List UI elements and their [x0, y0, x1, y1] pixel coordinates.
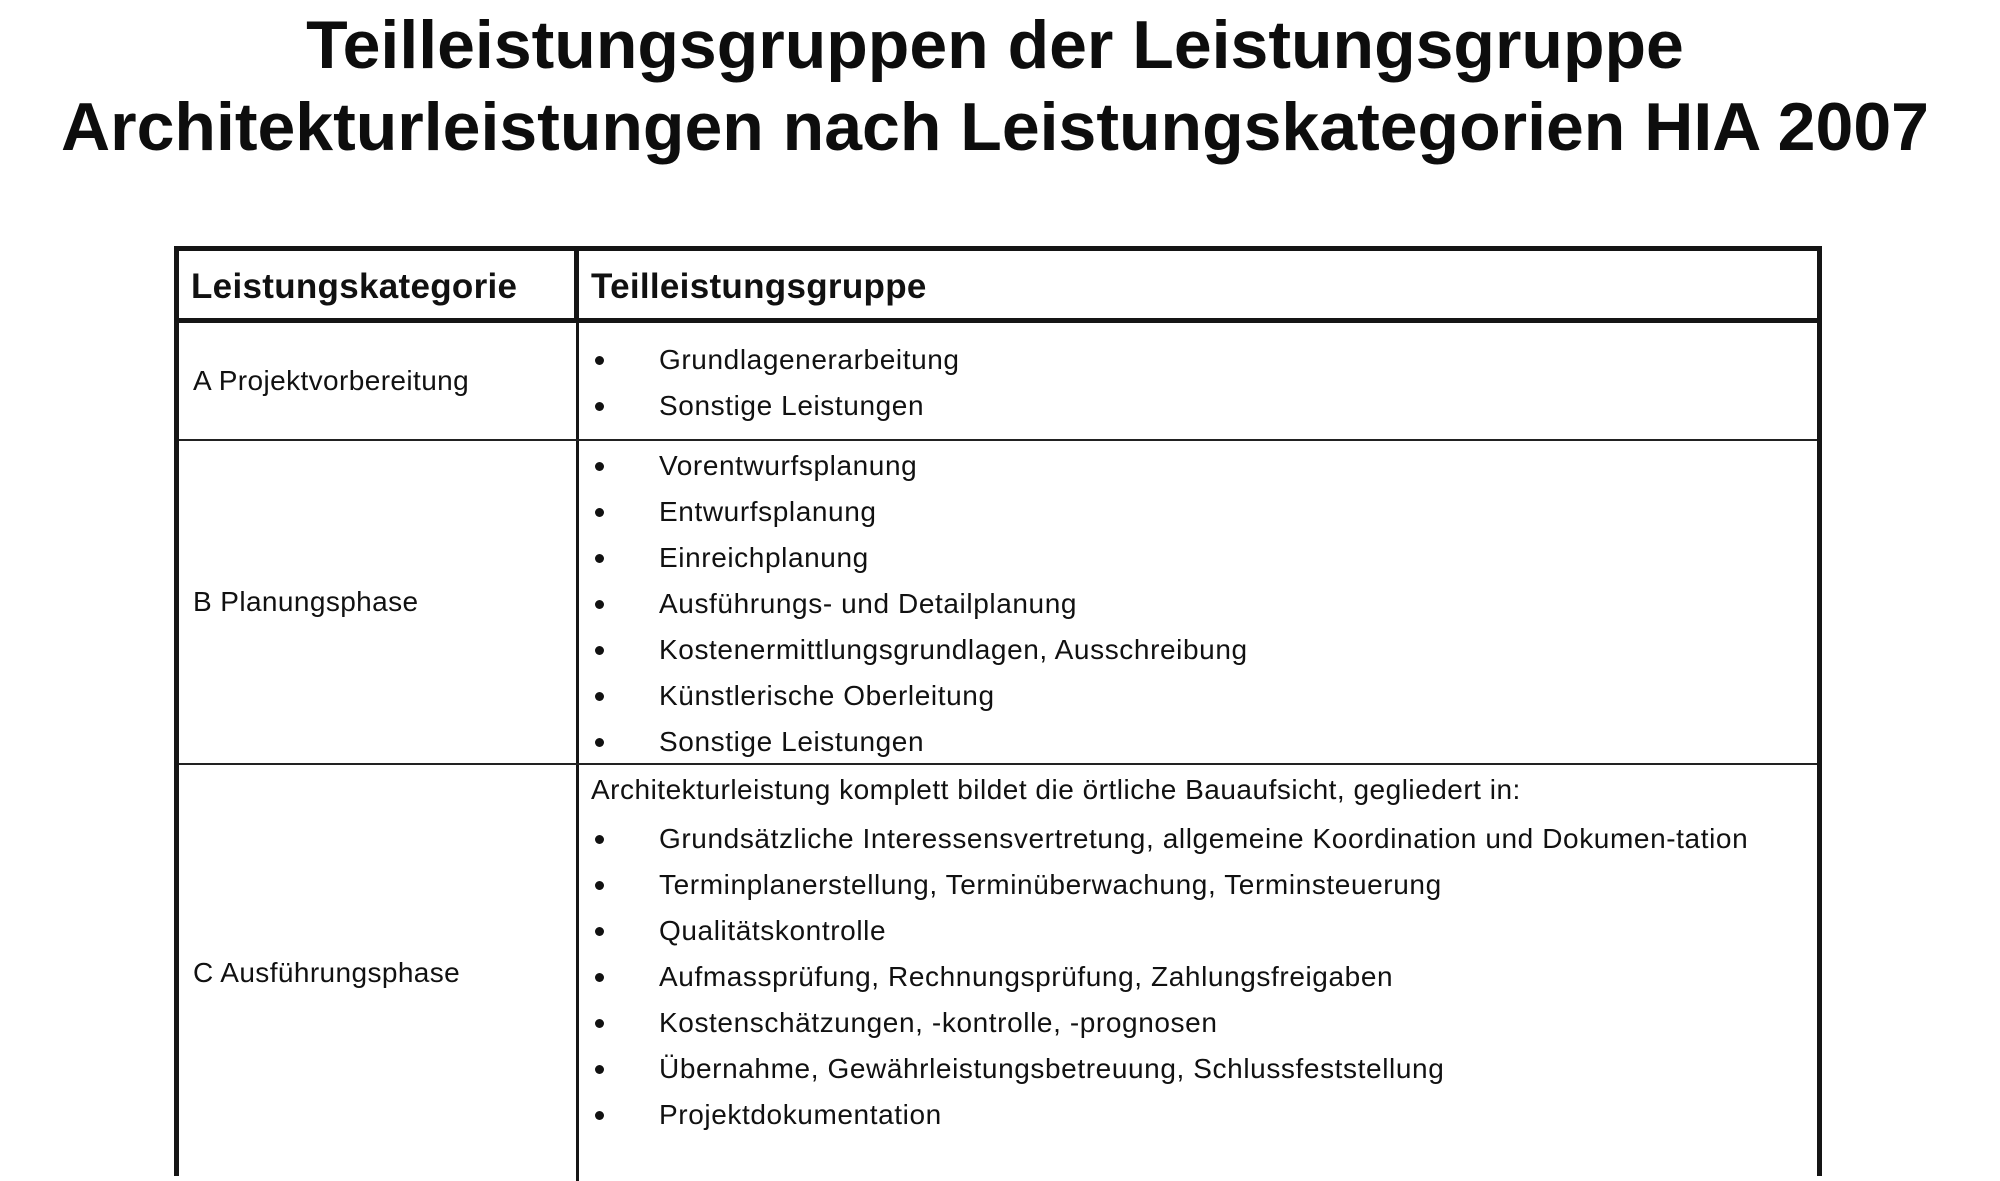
bullet-dot: [595, 646, 604, 655]
list-item-text: Künstlerische Oberleitung: [659, 680, 995, 711]
list-item: [579, 960, 1817, 994]
list-item: [579, 343, 1817, 377]
bullet-dot: [595, 1065, 604, 1074]
title-line-1: Teilleistungsgruppen der Leistungsgruppe: [306, 7, 1684, 83]
list-item: [579, 495, 1817, 529]
list-item: [579, 1052, 1817, 1086]
bullet-dot: [595, 462, 604, 471]
bullet-dot: [595, 402, 604, 411]
table-row-b: [179, 441, 1817, 765]
list-item-text: Terminplanerstellung, Terminüberwachung, Terminsteuerung: [659, 869, 1442, 900]
category-cell-a: A Projektvorbereitung: [179, 323, 579, 439]
list-item-text: Kostenschätzungen, -kontrolle, -prognosen: [659, 1007, 1218, 1038]
bullet-list-c: [579, 822, 1817, 1132]
category-cell-b: B Planungsphase: [179, 441, 579, 763]
table-row-c: [179, 765, 1817, 1181]
bullet-dot: [595, 881, 604, 890]
header-category: Leistungskategorie: [179, 251, 579, 318]
list-item-text: Einreichplanung: [659, 542, 869, 573]
list-item-text: Entwurfsplanung: [659, 496, 877, 527]
bullet-dot: [595, 1111, 604, 1120]
list-item-text: Sonstige Leistungen: [659, 390, 925, 421]
bullet-list-b: [579, 449, 1817, 759]
group-cell-c: [579, 765, 1817, 1181]
bullet-dot: [595, 554, 604, 563]
list-item: [579, 679, 1817, 713]
list-item-text: Vorentwurfsplanung: [659, 450, 918, 481]
list-item-text: Übernahme, Gewährleistungsbetreuung, Schlussfeststellung: [659, 1053, 1445, 1084]
list-item-text: Aufmassprüfung, Rechnungsprüfung, Zahlungsfreigaben: [659, 961, 1394, 992]
bullet-dot: [595, 835, 604, 844]
list-item: [579, 633, 1817, 667]
category-cell-c: C Ausführungsphase: [179, 765, 579, 1181]
list-item-text: Ausführungs- und Detailplanung: [659, 588, 1078, 619]
list-item: [579, 541, 1817, 575]
categories-table: [174, 246, 1822, 1176]
page-title: [0, 4, 1990, 168]
group-cell-a: [579, 323, 1817, 439]
list-item: [579, 914, 1817, 948]
table-header-row: [179, 251, 1817, 323]
list-item-text: Projektdokumentation: [659, 1099, 942, 1130]
bullet-dot: [595, 927, 604, 936]
list-item: [579, 822, 1817, 856]
list-item: [579, 1098, 1817, 1132]
list-item: [579, 587, 1817, 621]
bullet-dot: [595, 1019, 604, 1028]
bullet-dot: [595, 973, 604, 982]
row-intro-text: Architekturleistung komplett bildet die örtliche Bauaufsicht, gegliedert in:: [591, 774, 1521, 805]
bullet-dot: [595, 600, 604, 609]
bullet-list-a: [579, 343, 1817, 423]
group-cell-b: [579, 441, 1817, 763]
header-group: Teilleistungsgruppe: [591, 266, 927, 306]
list-item-text: Grundsätzliche Interessensvertretung, allgemeine Koordination und Dokumen-tation: [659, 823, 1749, 854]
list-item: [579, 868, 1817, 902]
list-item-text: Qualitätskontrolle: [659, 915, 887, 946]
bullet-dot: [595, 356, 604, 365]
list-item-text: Grundlagenerarbeitung: [659, 344, 960, 375]
list-item-text: Kostenermittlungsgrundlagen, Ausschreibung: [659, 634, 1248, 665]
title-line-2: Architekturleistungen nach Leistungskategorien HIA 2007: [61, 89, 1929, 165]
list-item: [579, 389, 1817, 423]
bullet-dot: [595, 692, 604, 701]
bullet-dot: [595, 738, 604, 747]
list-item: [579, 449, 1817, 483]
list-item: [579, 725, 1817, 759]
list-item: [579, 1006, 1817, 1040]
bullet-dot: [595, 508, 604, 517]
table-row-a: [179, 323, 1817, 441]
list-item-text: Sonstige Leistungen: [659, 726, 925, 757]
